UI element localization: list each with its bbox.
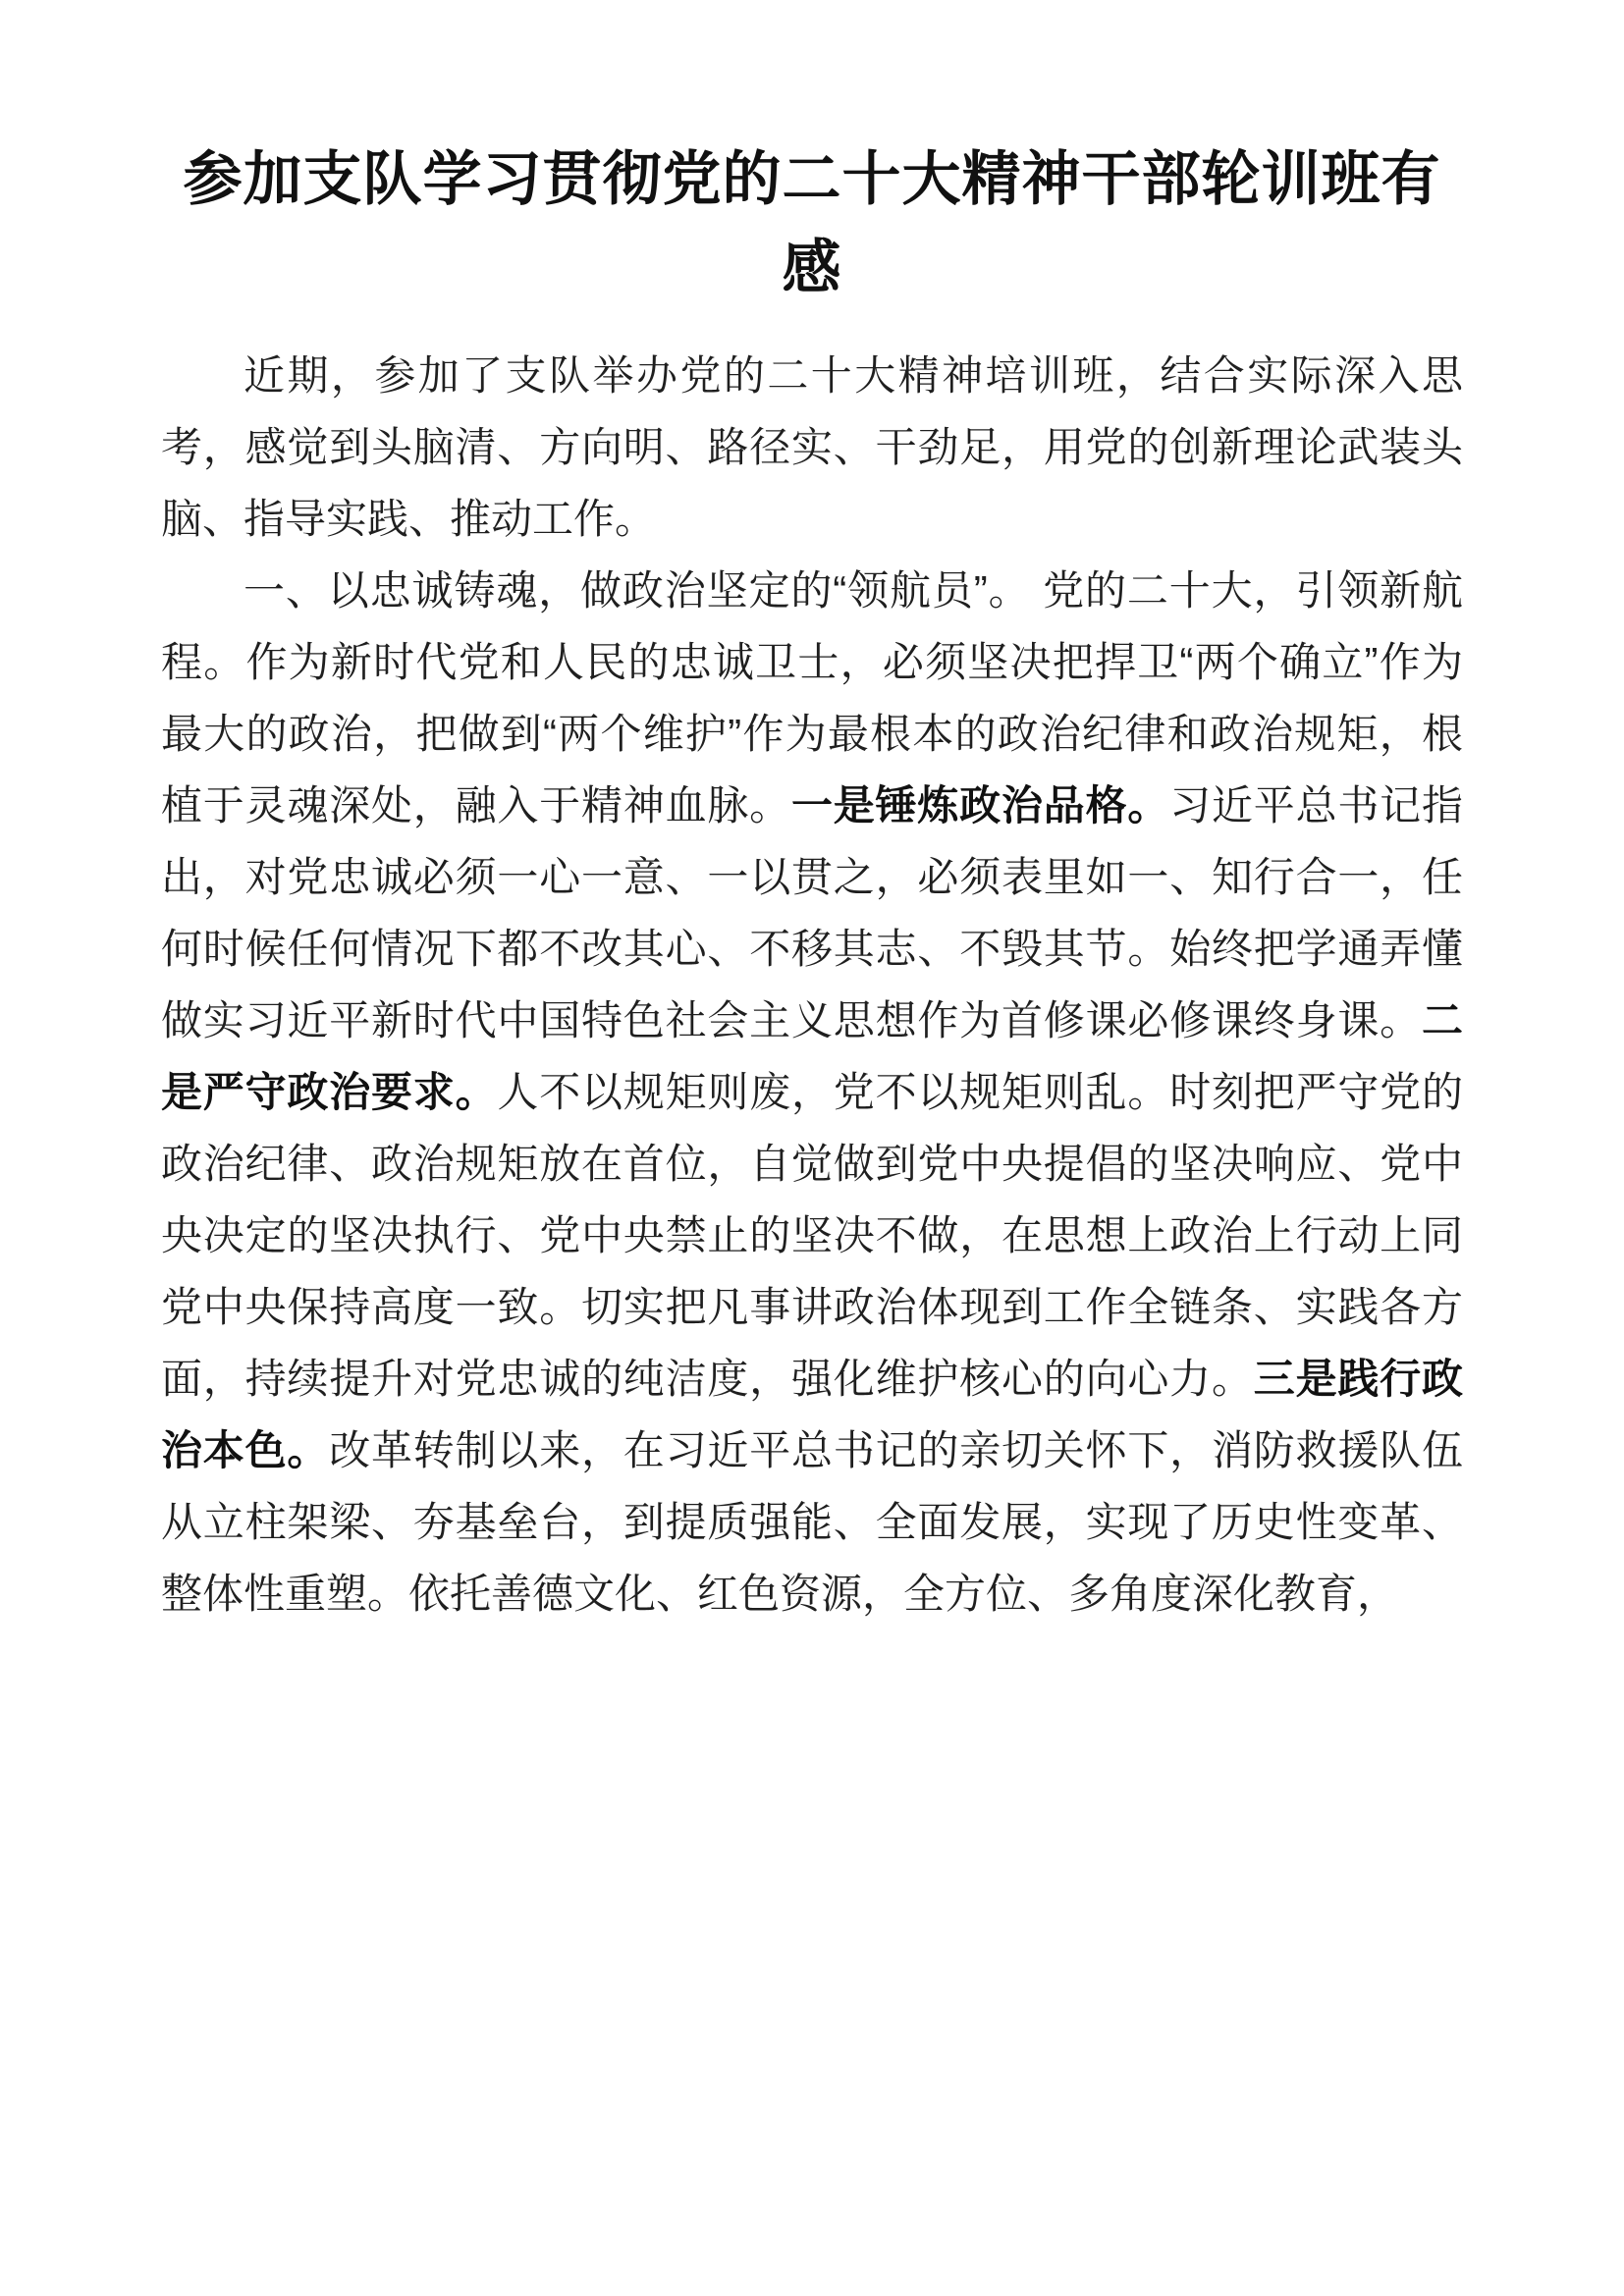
paragraph-body [161,555,1463,1629]
document-title: 参加支队学习贯彻党的二十大精神干部轮训班有感 [183,146,1441,300]
text-run-3: 人不以规矩则废，党不以规矩则乱。时刻把严守党的政治纪律、政治规矩放在首位，自觉做到党中央提倡的坚决响应、党中央决定的坚决执行、党中央禁止的坚决不做，在思想上政治上行动上同党中央保持高度一致。切实把凡事讲政治体现到工作全链条、实践各方面，持续提升对党忠诚的纯洁度，强化维护核心的向心力。 [161,1069,1463,1402]
text-run-4: 改革转制以来，在习近平总书记的亲切关怀下，消防救援队伍从立柱架梁、夯基垒台，到提质强能、全面发展，实现了历史性变革、整体性重塑。依托善德文化、红色资源，全方位、多角度深化教育， [161,1427,1463,1617]
text-run-bold-2: 二是严守政治要求。 [161,997,1463,1115]
paragraph-intro [161,340,1463,555]
text-run-1: 一、以忠诚铸魂，做政治坚定的“领航员”。 党的二十大，引领新航程。作为新时代党和人民的忠诚卫士，必须坚决把捍卫“两个确立”作为最大的政治，把做到“两个维护”作为最根本的政治纪律和政治规矩，根植于灵魂深处，融入于精神血脉。 [161,567,1463,828]
paragraph-intro-text: 近期，参加了支队举办党的二十大精神培训班，结合实际深入思考，感觉到头脑清、方向明、路径实、干劲足，用党的创新理论武装头脑、指导实践、推动工作。 [161,352,1463,542]
text-run-2: 习近平总书记指出，对党忠诚必须一心一意、一以贯之，必须表里如一、知行合一，任何时候任何情况下都不改其心、不移其志、不毁其节。始终把学通弄懂做实习近平新时代中国特色社会主义思想作为首修课必修课终身课。 [161,782,1463,1043]
text-run-bold-1: 一是锤炼政治品格。 [790,782,1170,828]
text-run-bold-3: 三是践行政治本色。 [161,1356,1463,1473]
